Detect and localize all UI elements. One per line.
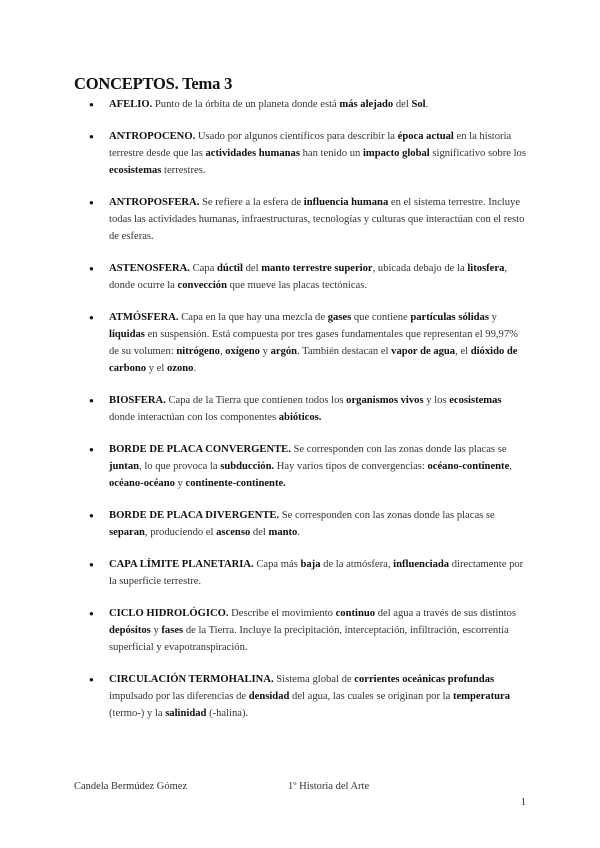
concept-term: BORDE DE PLACA DIVERGENTE. <box>109 510 280 521</box>
concept-item <box>88 556 530 590</box>
concept-text: del <box>393 99 412 110</box>
concept-keyword: continente-continente. <box>185 478 286 489</box>
concept-keyword: más alejado <box>339 99 394 110</box>
concept-text: (-halina). <box>206 708 249 719</box>
concept-term: ANTROPOCENO. <box>109 131 196 142</box>
concept-text: Sistema global de <box>273 674 355 685</box>
concept-text: directamente por la superficie terrestre. <box>109 559 524 587</box>
concept-keyword: influencia humana <box>303 197 389 208</box>
concept-term: ASTENOSFERA. <box>109 263 190 274</box>
concept-text: que contiene <box>351 312 411 323</box>
concept-keyword: continuo <box>335 608 376 619</box>
concept-text: (termo-) y la <box>109 708 166 719</box>
concept-keyword: temperatura <box>452 691 511 702</box>
bullet-icon: ● <box>89 511 94 520</box>
bullet-icon: ● <box>89 100 94 109</box>
concept-item <box>88 194 530 245</box>
concept-keyword: manto <box>268 527 298 538</box>
footer-author: Candela Bermúdez Gómez <box>74 781 188 792</box>
concept-text: han tenido un <box>299 148 363 159</box>
concept-keyword: baja <box>300 559 321 570</box>
concept-text: Se corresponden con las zonas donde las placas se <box>290 444 507 455</box>
page-number: 1 <box>520 797 526 808</box>
page-title: CONCEPTOS. Tema 3 <box>74 74 233 93</box>
concept-keyword: dúctil <box>217 263 243 274</box>
concept-term: ANTROPOSFERA. <box>109 197 200 208</box>
concept-keyword: salinidad <box>165 708 207 719</box>
concept-term: BIOSFERA. <box>109 395 166 406</box>
bullet-icon: ● <box>89 396 94 405</box>
concept-text: Capa en la que hay una mezcla de <box>178 312 328 323</box>
concept-keyword: vapor de agua <box>391 346 456 357</box>
concept-item <box>88 260 530 294</box>
concept-keyword: nitrógeno <box>176 346 220 357</box>
concept-text: . <box>297 527 300 538</box>
bullet-icon: ● <box>89 264 94 273</box>
concept-text: y los <box>423 395 450 406</box>
concept-keyword: gases <box>327 312 352 323</box>
concept-text: Se refiere a la esfera de <box>199 197 304 208</box>
concept-text: de la Tierra. Incluye la precipitación, interceptación, infiltración, escorrentía superficial y evapotranspiración. <box>109 625 509 653</box>
concept-keyword: Sol <box>411 99 426 110</box>
concept-text: y el <box>146 363 167 374</box>
concept-keyword: influenciada <box>393 559 450 570</box>
concept-text: . <box>425 99 429 110</box>
concept-item <box>88 605 530 656</box>
concept-text: , el <box>455 346 471 357</box>
concept-keyword: depósitos <box>109 625 151 636</box>
concept-keyword: océano-continente <box>427 461 510 472</box>
concept-text: significativo sobre los <box>429 148 526 159</box>
concept-keyword: corrientes oceánicas profundas <box>354 674 495 685</box>
concept-keyword: época actual <box>397 131 454 142</box>
concept-keyword: abióticos. <box>278 412 322 423</box>
concept-keyword: líquidas <box>109 329 145 340</box>
concept-term: CICLO HIDROLÓGICO. <box>109 608 229 619</box>
concept-keyword: océano-océano <box>109 478 175 489</box>
concept-keyword: densidad <box>248 691 290 702</box>
concept-term: CAPA LÍMITE PLANETARIA. <box>109 559 254 570</box>
concept-keyword: ecosistemas <box>109 165 162 176</box>
concept-text: terrestres. <box>161 165 206 176</box>
concept-item <box>88 507 530 541</box>
concept-item <box>88 392 530 426</box>
concept-keyword: litosfera <box>467 263 505 274</box>
concept-keyword: convección <box>177 280 227 291</box>
concept-keyword: separan <box>109 527 145 538</box>
concept-text: y <box>488 312 497 323</box>
concept-keyword: argón <box>270 346 298 357</box>
concept-keyword: dióxido de carbono <box>109 346 518 374</box>
concept-keyword: juntan <box>109 461 140 472</box>
bullet-icon: ● <box>89 313 94 322</box>
concept-keyword: ozono <box>166 363 194 374</box>
concept-text: en la historia terrestre desde que las <box>109 131 512 159</box>
concept-text: Se corresponden con las zonas donde las placas se <box>279 510 495 521</box>
concept-text: Capa más <box>253 559 301 570</box>
concept-term: ATMÓSFERA. <box>109 312 179 323</box>
concept-item <box>88 309 530 377</box>
concept-item <box>88 671 530 722</box>
bullet-icon: ● <box>89 609 94 618</box>
concept-keyword: ecosistemas <box>449 395 502 406</box>
concept-text: Usado por algunos científicos para describir la <box>195 131 398 142</box>
concept-text: , ubicada debajo de la <box>372 263 468 274</box>
concept-item <box>88 96 530 113</box>
concept-text: . <box>193 363 197 374</box>
concept-keyword: impacto global <box>362 148 430 159</box>
concept-list <box>88 96 530 737</box>
concept-text: , <box>509 461 512 472</box>
concept-text: Capa <box>189 263 218 274</box>
concept-text: en el sistema terrestre. Incluye todas las actividades humanas, infraestructuras, tecnologías y culturas que interactúan con el resto de esferas. <box>109 197 525 242</box>
concept-term: BORDE DE PLACA CONVERGENTE. <box>109 444 291 455</box>
bullet-icon: ● <box>89 675 94 684</box>
bullet-icon: ● <box>89 560 94 569</box>
footer-course: 1º Historia del Arte <box>288 781 370 792</box>
concept-item <box>88 441 530 492</box>
concept-text: . También destacan el <box>297 346 392 357</box>
concept-keyword: organismos vivos <box>346 395 424 406</box>
concept-text: Describe el movimiento <box>228 608 336 619</box>
concept-text: , donde ocurre la <box>109 263 508 291</box>
concept-keyword: subducción. <box>220 461 275 472</box>
concept-text: y <box>259 346 271 357</box>
concept-keyword: oxígeno <box>225 346 260 357</box>
concept-text: del agua a través de sus distintos <box>375 608 516 619</box>
concept-keyword: actividades humanas <box>205 148 300 159</box>
concept-text: del agua, las cuales se originan por la <box>289 691 453 702</box>
concept-text: del <box>242 263 262 274</box>
concept-text: , <box>219 346 226 357</box>
concept-text: y <box>150 625 162 636</box>
concept-text: , lo que provoca la <box>139 461 221 472</box>
concept-text: , produciendo el <box>144 527 217 538</box>
concept-text: del <box>250 527 269 538</box>
concept-text: Capa de la Tierra que contienen todos los <box>165 395 347 406</box>
concept-text: impulsado por las diferencias de <box>109 691 249 702</box>
concept-term: AFELIO. <box>109 99 153 110</box>
concept-text: Hay varios tipos de convergencias: <box>274 461 428 472</box>
bullet-icon: ● <box>89 445 94 454</box>
concept-keyword: ascenso <box>216 527 251 538</box>
concept-item <box>88 128 530 179</box>
concept-text: que mueve las placas tectónicas. <box>226 280 367 291</box>
concept-keyword: manto terrestre superior <box>261 263 373 274</box>
bullet-icon: ● <box>89 198 94 207</box>
concept-text: Punto de la órbita de un planeta donde está <box>152 99 340 110</box>
concept-text: de la atmósfera, <box>320 559 394 570</box>
concept-keyword: partículas sólidas <box>410 312 489 323</box>
concept-keyword: fases <box>161 625 184 636</box>
concept-text: en suspensión. Está compuesta por tres gases fundamentales que representan el 99,97% de su volumen: <box>109 329 518 357</box>
concept-text: y <box>174 478 186 489</box>
bullet-icon: ● <box>89 132 94 141</box>
concept-term: CIRCULACIÓN TERMOHALINA. <box>109 674 274 685</box>
concept-text: donde interactúan con los componentes <box>109 412 279 423</box>
